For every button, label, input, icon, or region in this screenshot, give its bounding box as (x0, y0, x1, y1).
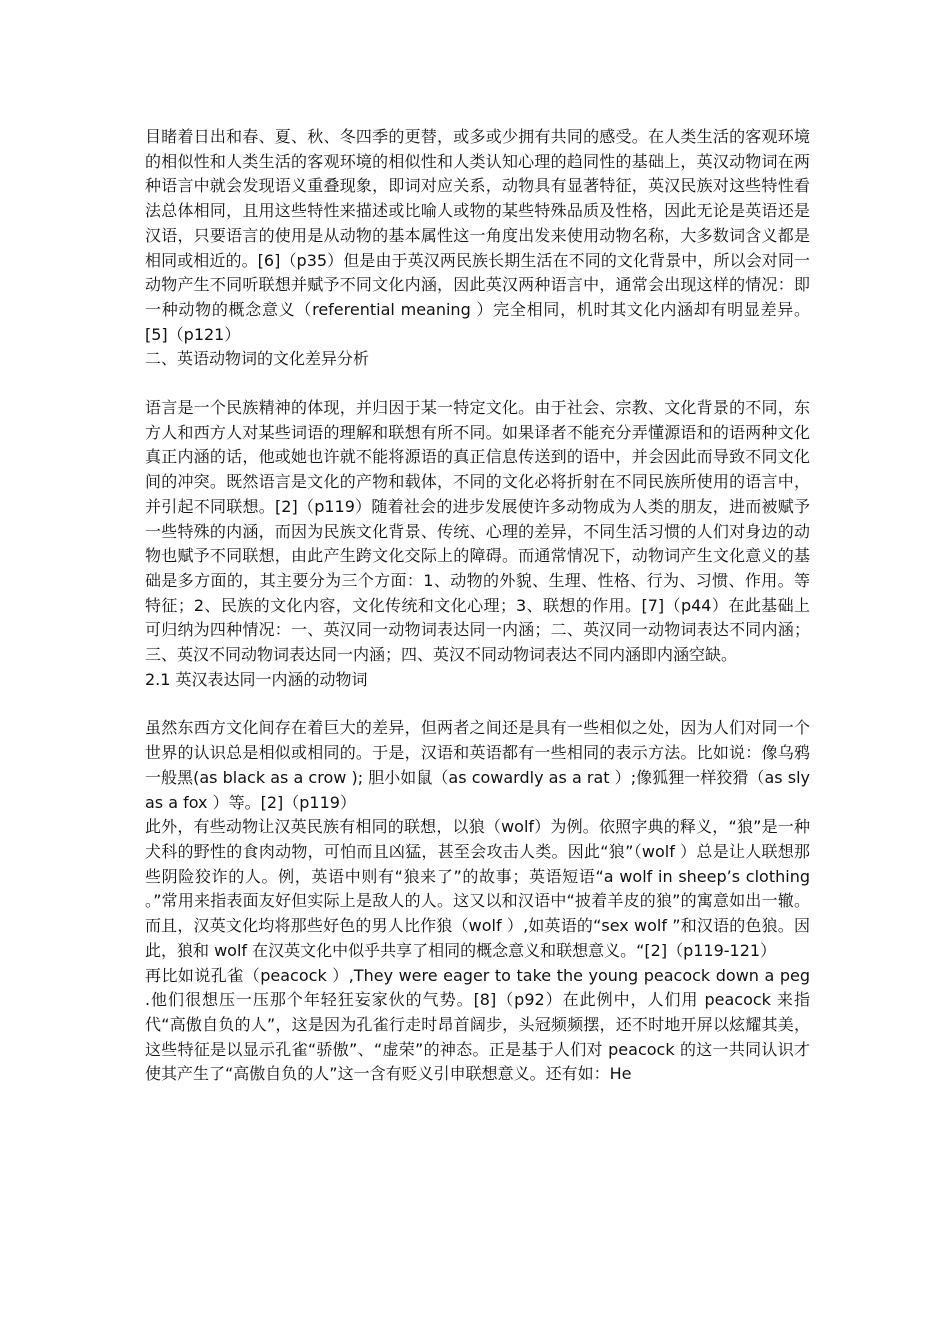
paragraph-peacock: 再比如说孔雀（peacock ）,They were eager to take the young peacock down a peg .他们很想压一压那个年轻狂妄家伙的气势。[8]（p92）在此例中，人们用 peacock 来指代“高傲自负的人”，这是因为孔雀行走时昂首阔步，头冠频频摆，还不时地开屏以炫耀其美，这些特征是以显示孔雀“骄傲”、“虚荣”的神态。正是基于人们对 peacock 的这一共同认识才使其产生了“高傲自负的人”这一含有贬义引申联想意义。还有如：He (145, 965, 810, 1084)
subsection-heading-2-1: 2.1 英汉表达同一内涵的动物词 (145, 669, 368, 689)
paragraph-intro: 目睹着日出和春、夏、秋、冬四季的更替，或多或少拥有共同的感受。在人类生活的客观环境的相似性和人类生活的客观环境的相似性和人类认知心理的趋同性的基础上，英汉动物词在两种语言中就会发现语义重叠现象，即词对应关系，动物具有显著特征，英汉民族对这些特性看法总体相同，且用这些特性来描述或比喻人或物的某些特殊品质及性格，因此无论是英语还是汉语，只要语言的使用是从动物的基本属性这一角度出发来使用动物名称，大多数词含义都是相同或相近的。[6]（p35）但是由于英汉两民族长期生活在不同的文化背景中，所以会对同一动物产生不同听联想并赋予不同文化内涵，因此英汉两种语言中，通常会出现这样的情况：即一种动物的概念意义（referential meaning ）完全相同，机时其文化内涵却有明显差异。[5]（p121） (145, 127, 810, 344)
paragraph-similarities: 虽然东西方文化间存在着巨大的差异，但两者之间还是具有一些相似之处，因为人们对同一个世界的认识总是相似或相同的。于是，汉语和英语都有一些相同的表示方法。比如说：像乌鸦一般黑(as black as a crow ); 胆小如鼠（as cowardly as a rat ）;像狐狸一样狡猾（as sly as a fox ）等。[2]（p119） (145, 718, 810, 812)
section-heading-2: 二、英语动物词的文化差异分析 (145, 349, 370, 369)
paragraph-language-culture: 语言是一个民族精神的体现，并归因于某一特定文化。由于社会、宗教、文化背景的不同，东方人和西方人对某些词语的理解和联想有所不同。如果译者不能充分弄懂源语和的语两种文化真正内涵的话，他或她也许就不能将源语的真正信息传送到的语中，并会因此而导致不同文化间的冲突。既然语言是文化的产物和载体，不同的文化必将折射在不同民族所使用的语言中，并引起不同联想。[2]（p119）随着社会的进步发展使许多动物成为人类的朋友，进而被赋予一些特殊的内涵，而因为民族文化背景、传统、心理的差异，不同生活习惯的人们对身边的动物也赋予不同联想，由此产生跨文化交际上的障碍。而通常情况下，动物词产生文化意义的基础是多方面的，其主要分为三个方面：1、动物的外貌、生理、性格、行为、习惯、作用。等特征；2、民族的文化内容，文化传统和文化心理；3、联想的作用。[7]（p44）在此基础上可归纳为四种情况：一、英汉同一动物词表达同一内涵；二、英汉同一动物词表达不同内涵；三、英汉不同动物词表达同一内涵；四、英汉不同动物词表达不同内涵即内涵空缺。 (145, 398, 810, 665)
paragraph-wolf: 此外，有些动物让汉英民族有相同的联想，以狼（wolf）为例。依照字典的释义，“狼”是一种犬科的野性的食肉动物，可怕而且凶猛，甚至会攻击人类。因此“狼”（wolf ）总是让人联想那些阴险狡诈的人。例，英语中则有“狼来了”的故事；英语短语“a wolf in sheep’s clothing 。”常用来指表面友好但实际上是敌人的人。这又以和汉语中“披着羊皮的狼”的寓意如出一辙。而且，汉英文化均将那些好色的男人比作狼（wolf ）,如英语的“sex wolf ”和汉语的色狼。因此，狼和 wolf 在汉英文化中似乎共享了相同的概念意义和联想意义。“[2]（p119-121） (145, 817, 810, 960)
